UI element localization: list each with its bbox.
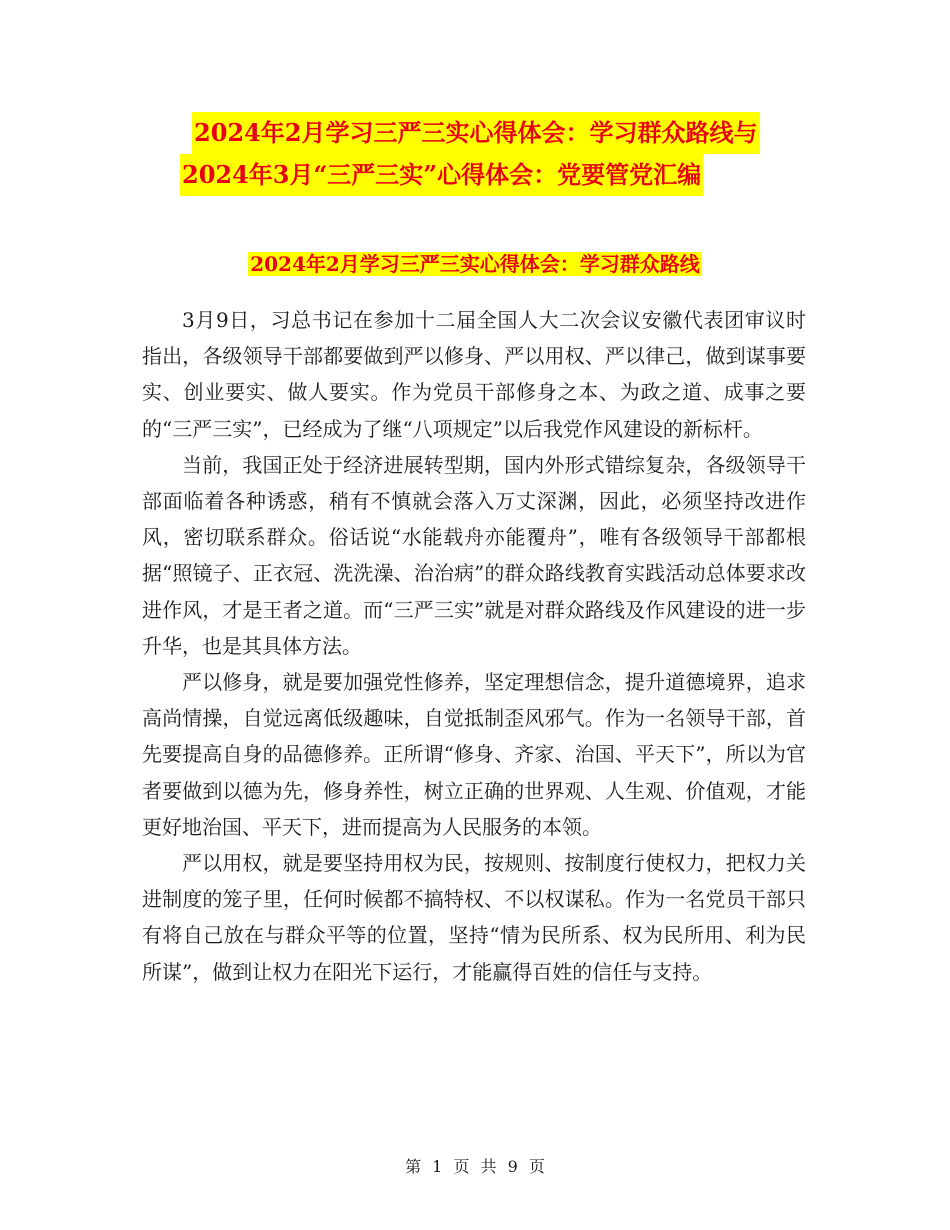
document-title-line-1: 2024年2月学习三严三实心得体会：学习群众路线与 <box>192 112 760 154</box>
document-title <box>180 112 820 196</box>
paragraph-3: 严以修身，就是要加强党性修养，坚定理想信念，提升道德境界，追求高尚情操，自觉远离低级趣味，自觉抵制歪风邪气。作为一名领导干部，首先要提高自身的品德修养。正所谓“修身、齐家、治国、平天下”，所以为官者要做到以德为先，修身养性，树立正确的世界观、人生观、价值观，才能更好地治国、平天下，进而提高为人民服务的本领。 <box>142 670 806 839</box>
paragraph-4: 严以用权，就是要坚持用权为民，按规则、按制度行使权力，把权力关进制度的笼子里，任何时候都不搞特权、不以权谋私。作为一名党员干部只有将自己放在与群众平等的位置，坚持“情为民所系、权为民所用、利为民所谋”，做到让权力在阳光下运行，才能赢得百姓的信任与支持。 <box>142 851 806 984</box>
body-text <box>142 302 806 990</box>
paragraph-2: 当前，我国正处于经济进展转型期，国内外形式错综复杂，各级领导干部面临着各种诱惑，稍有不慎就会落入万丈深渊，因此，必须坚持改进作风，密切联系群众。俗话说“水能载舟亦能覆舟”，唯有各级领导干部都根据“照镜子、正衣冠、洗洗澡、治治病”的群众路线教育实践活动总体要求改进作风，才是王者之道。而“三严三实”就是对群众路线及作风建设的进一步升华，也是其具体方法。 <box>142 452 806 658</box>
section-title <box>0 246 950 282</box>
page-footer: 第 1 页 共 9 页 <box>405 1157 545 1176</box>
paragraph-1: 3月9日，习总书记在参加十二届全国人大二次会议安徽代表团审议时指出，各级领导干部都要做到严以修身、严以用权、严以律己，做到谋事要实、创业要实、做人要实。作为党员干部修身之本、为政之道、成事之要的“三严三实”，已经成为了继“八项规定”以后我党作风建设的新标杆。 <box>142 308 806 441</box>
document-title-line-2: 2024年3月“三严三实”心得体会：党要管党汇编 <box>180 154 703 196</box>
section-title-text: 2024年2月学习三严三实心得体会：学习群众路线 <box>250 252 700 276</box>
